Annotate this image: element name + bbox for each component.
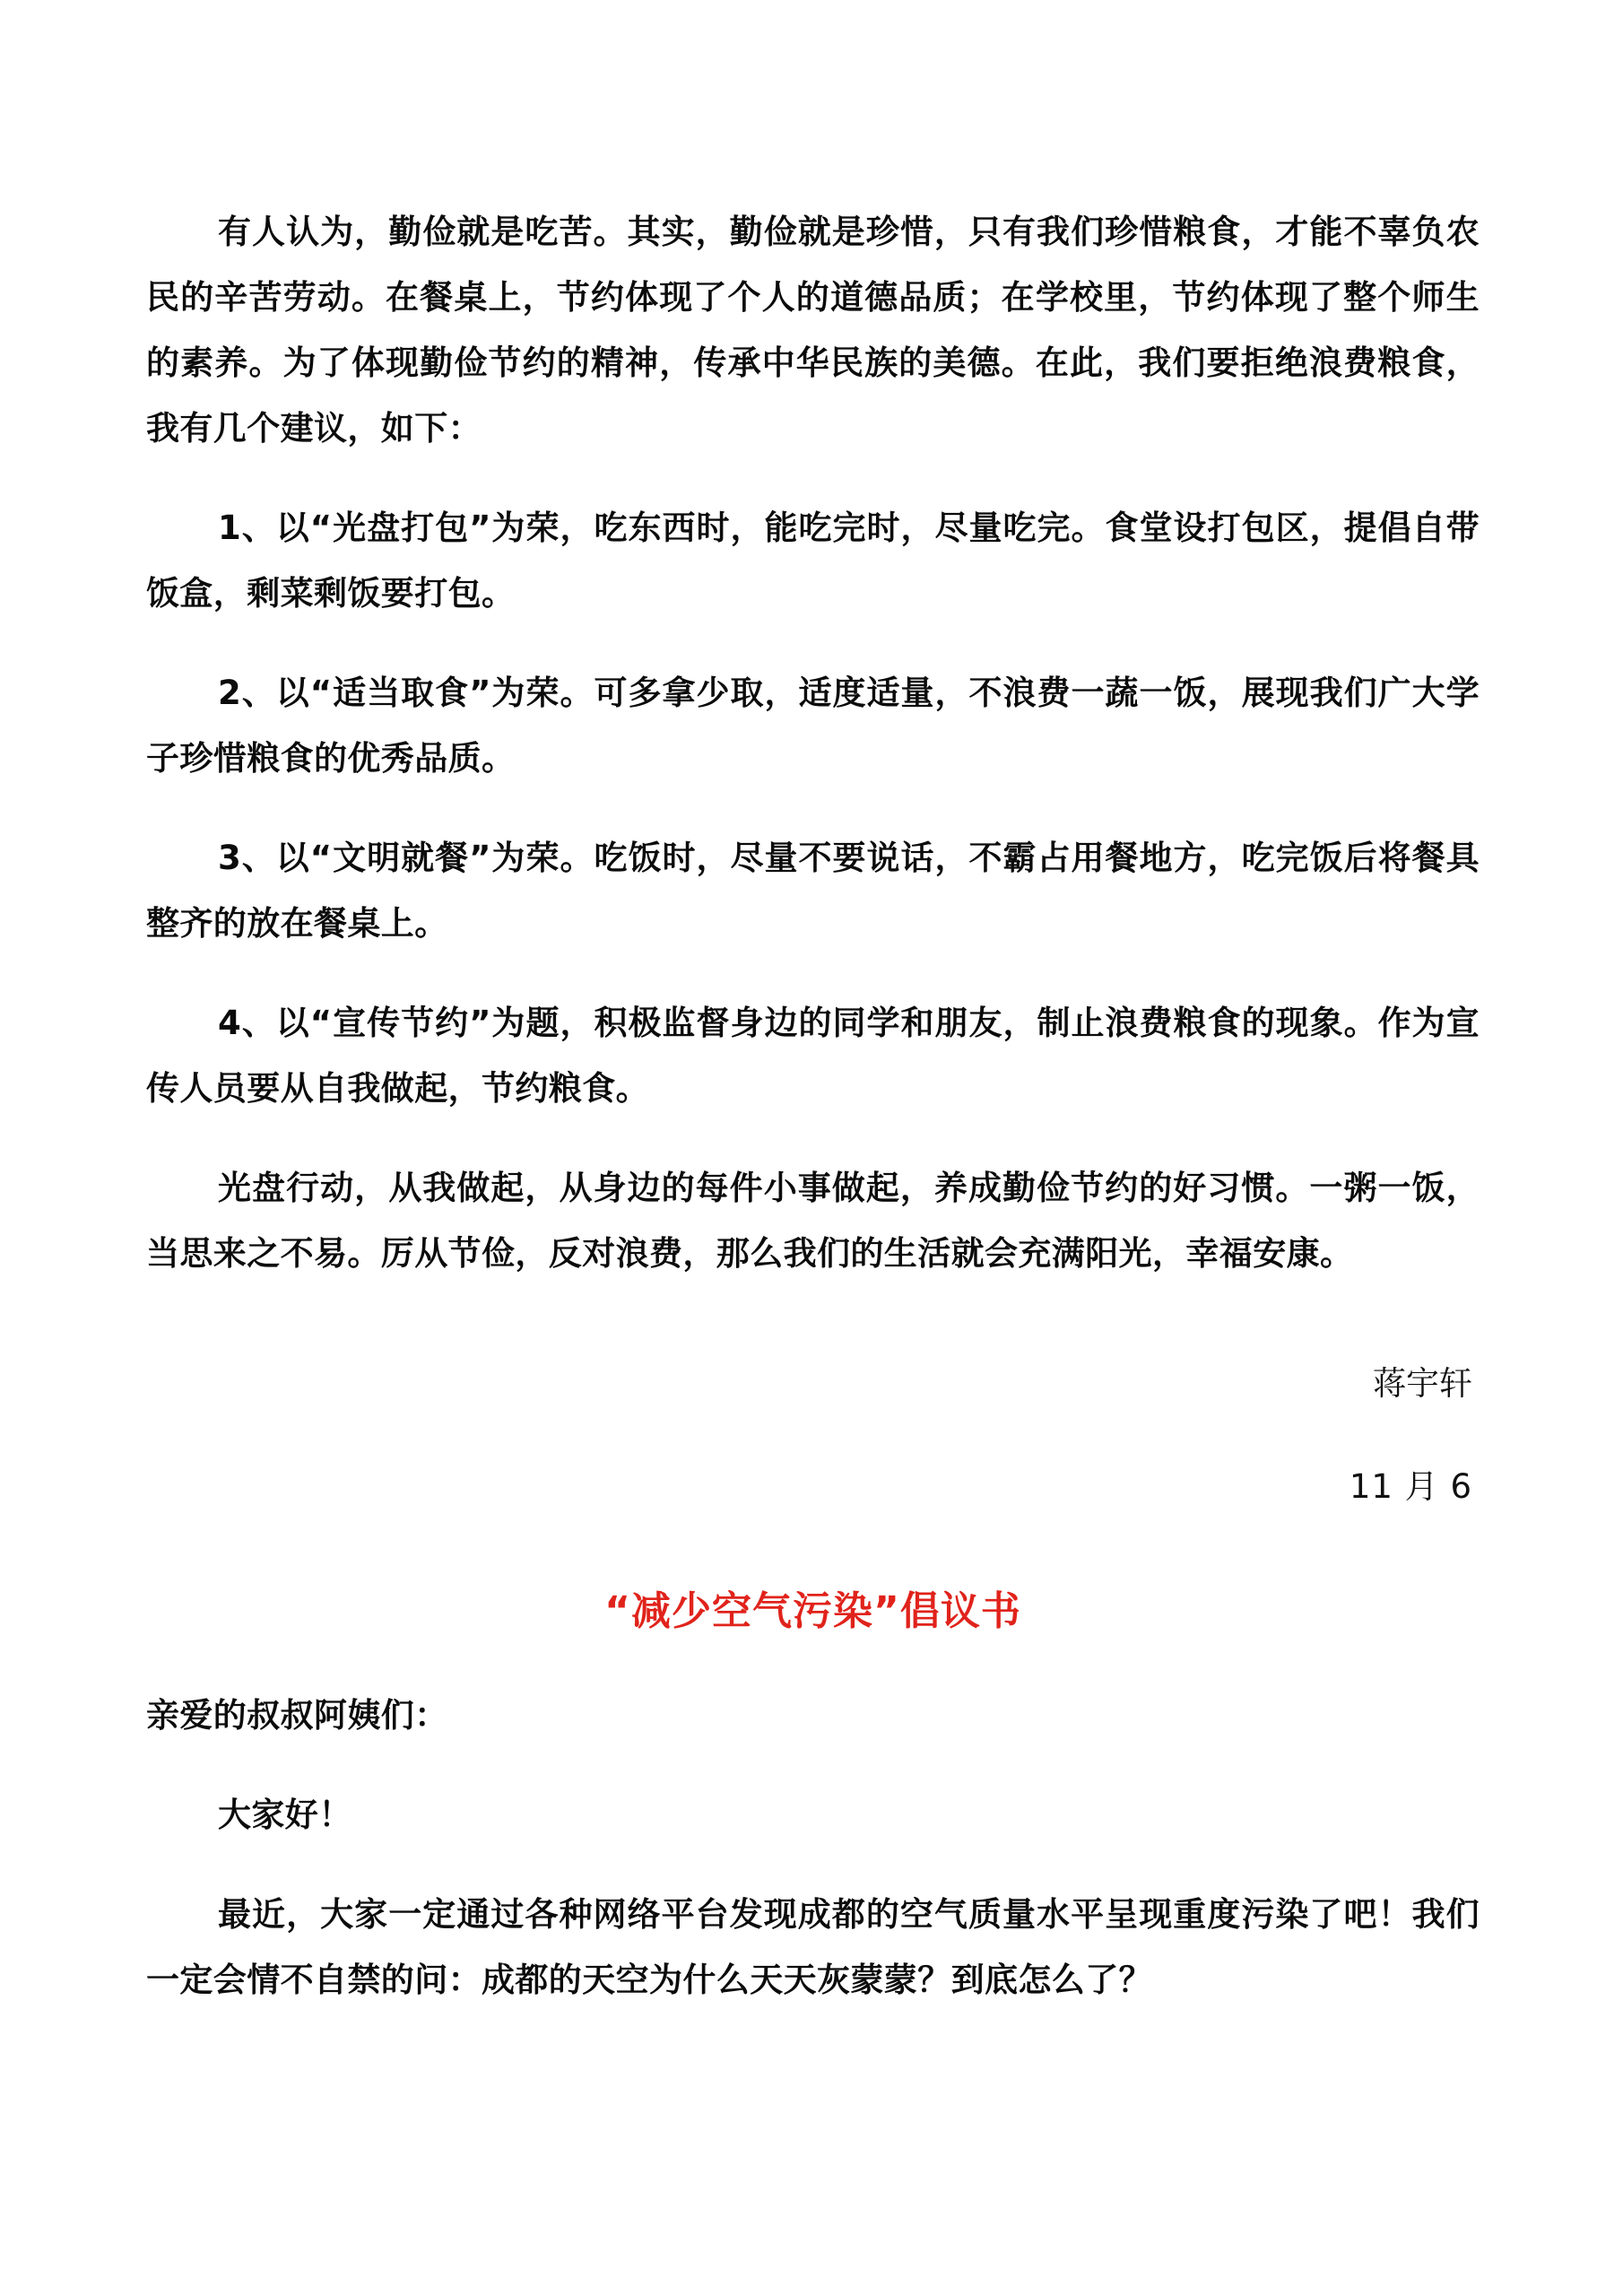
paragraph-spacer <box>146 1121 1480 1155</box>
section-one <box>146 199 1480 1519</box>
paragraph-spacer <box>146 461 1480 495</box>
proposal-item-4: 4、以“宣传节约”为题，积极监督身边的同学和朋友，制止浪费粮食的现象。作为宣传人员要从自我做起，节约粮食。 <box>146 1004 1480 1108</box>
page-title: “减少空气污染”倡议书 <box>604 1588 1021 1634</box>
paragraph-spacer <box>146 1848 1480 1882</box>
proposal-item-3: 3、以“文明就餐”为荣。吃饭时，尽量不要说话，不霸占用餐地方，吃完饭后将餐具整齐的放在餐桌上。 <box>146 839 1480 943</box>
paragraph-spacer <box>146 956 1480 990</box>
salutation: 亲爱的叔叔阿姨们： <box>146 1696 448 1735</box>
paragraph-intro: 有人认为，勤俭就是吃苦。其实，勤俭就是珍惜，只有我们珍惜粮食，才能不辜负农民的辛苦劳动。在餐桌上，节约体现了个人的道德品质；在学校里，节约体现了整个师生的素养。为了体现勤俭节约的精神，传承中华民族的美德。在此，我们要拒绝浪费粮食，我有几个建议，如下： <box>146 213 1480 448</box>
proposal-item-1: 1、以“光盘打包”为荣，吃东西时，能吃完时，尽量吃完。食堂设打包区，提倡自带饭盒，剩菜剩饭要打包。 <box>146 509 1480 613</box>
proposal-item-2: 2、以“适当取食”为荣。可多拿少取，适度适量，不浪费一蔬一饭，展现我们广大学子珍惜粮食的优秀品质。 <box>146 674 1480 778</box>
paragraph-air-quality: 最近，大家一定通过各种网络平台发现成都的空气质量水平呈现重度污染了吧！我们一定会情不自禁的问：成都的天空为什么天天灰蒙蒙？到底怎么了？ <box>146 1895 1480 1999</box>
signature-name: 蒋宇轩 <box>1373 1364 1472 1403</box>
paragraph-spacer <box>146 626 1480 660</box>
document-content <box>146 0 1480 2013</box>
paragraph-spacer <box>146 791 1480 825</box>
section-two <box>146 1580 1480 2013</box>
signature-date: 11 月 6 <box>1349 1467 1472 1506</box>
greeting: 大家好！ <box>218 1796 352 1834</box>
top-spacer <box>146 0 1480 199</box>
paragraph-spacer <box>146 1748 1480 1782</box>
paragraph-conclusion: 光盘行动，从我做起，从身边的每件小事做起，养成勤俭节约的好习惯。一粥一饭，当思来之不易。厉从节俭，反对浪费，那么我们的生活就会充满阳光，幸福安康。 <box>146 1169 1480 1273</box>
headline-spacer <box>146 1643 1480 1683</box>
